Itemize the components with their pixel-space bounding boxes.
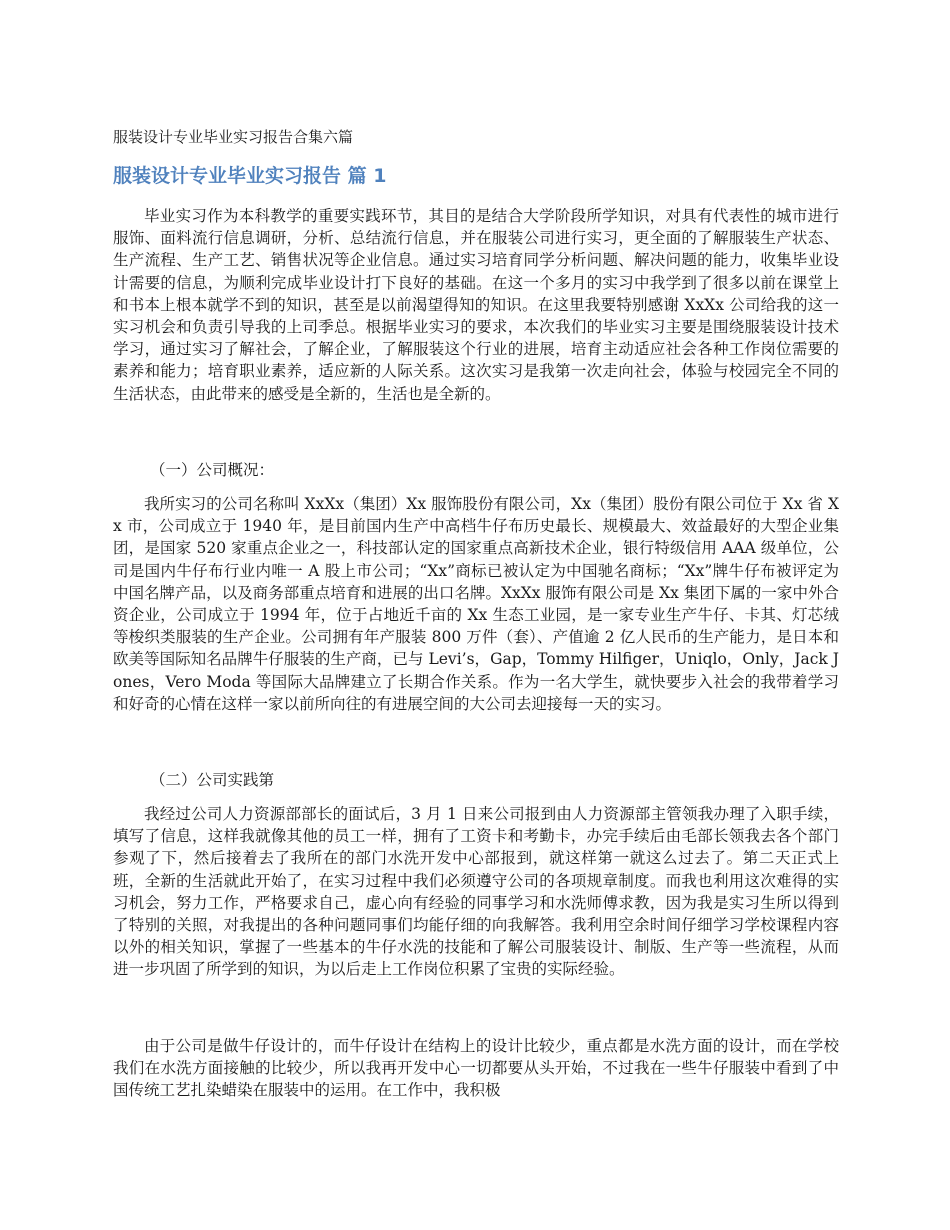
section-heading: 服装设计专业毕业实习报告 篇 1: [113, 165, 387, 187]
document-title: 服装设计专业毕业实习报告合集六篇: [113, 128, 354, 146]
paragraph-intro: 毕业实习作为本科教学的重要实践环节，其目的是结合大学阶段所学知识，对具有代表性的城市进行服饰、面料流行信息调研，分析、总结流行信息，并在服装公司进行实习，更全面的了解服装生产状态、生产流程、生产工艺、销售状况等企业信息。通过实习培育同学分析问题、解决问题的能力，收集毕业设计需要的信息，为顺利完成毕业设计打下良好的基础。在这一个多月的实习中我学到了很多以前在课堂上和书本上根本就学不到的知识，甚至是以前渴望得知的知识。在这里我要特别感谢 XxXx 公司给我的这一实习机会和负责引导我的上司季总。根据毕业实习的要求，本次我们的毕业实习主要是围绕服装设计技术学习，通过实习了解社会，了解企业，了解服装这个行业的进展，培育主动适应社会各种工作岗位需要的素养和能力；培育职业素养，适应新的人际关系。这次实习是我第一次走向社会，体验与校园完全不同的生活状态，由此带来的感受是全新的，生活也是全新的。: [113, 207, 839, 403]
paragraph-company-overview: 我所实习的公司名称叫 XxXx（集团）Xx 服饰股份有限公司，Xx（集团）股份有限公司位于 Xx 省 Xx 市，公司成立于 1940 年，是目前国内生产中高档牛仔布历史最长、规模最大、效益最好的大型企业集团，是国家 520 家重点企业之一，科技部认定的国家重点高新技术企业，银行特级信用 AAA 级单位，公司是国内牛仔布行业内唯一 A 股上市公司；“Xx”商标已被认定为中国驰名商标；“Xx”牌牛仔布被评定为中国名牌产品，以及商务部重点培育和进展的出口名牌。XxXx 服饰有限公司是 Xx 集团下属的一家中外合资企业，公司成立于 1994 年，位于占地近千亩的 Xx 生态工业园，是一家专业生产牛仔、卡其、灯芯绒等梭织类服装的生产企业。公司拥有年产服装 800 万件（套）、产值逾 2 亿人民币的生产能力，是日本和欧美等国际知名品牌牛仔服装的生产商，已与 Levi’s，Gap，Tommy Hilfiger，Uniqlo，Only，Jack Jones，Vero Moda 等国际大品牌建立了长期合作关系。作为一名大学生，就快要步入社会的我带着学习和好奇的心情在这样一家以前所向往的有进展空间的大公司去迎接每一天的实习。: [113, 495, 839, 713]
paragraph-denim-design: 由于公司是做牛仔设计的，而牛仔设计在结构上的设计比较少，重点都是水洗方面的设计，而在学校我们在水洗方面接触的比较少，所以我再开发中心一切都要从头开始，不过我在一些牛仔服装中看到了中国传统工艺扎染蜡染在服装中的运用。在工作中，我积极: [113, 1037, 839, 1100]
subheading-company-overview: （一）公司概况：: [150, 461, 275, 479]
subheading-company-practice: （二）公司实践第: [150, 771, 275, 789]
paragraph-practice: 我经过公司人力资源部部长的面试后，3 月 1 日来公司报到由人力资源部主管领我办理了入职手续，填写了信息，这样我就像其他的员工一样，拥有了工资卡和考勤卡，办完手续后由毛部长领我去各个部门参观了下，然后接着去了我所在的部门水洗开发中心部报到，就这样第一就这么过去了。第二天正式上班，全新的生活就此开始了，在实习过程中我们必须遵守公司的各项规章制度。而我也利用这次难得的实习机会，努力工作，严格要求自己，虚心向有经验的同事学习和水洗师傅求教，因为我是实习生所以得到了特别的关照，对我提出的各种问题同事们均能仔细的向我解答。我利用空余时间仔细学习学校课程内容以外的相关知识，掌握了一些基本的牛仔水洗的技能和了解公司服装设计、制版、生产等一些流程，从而进一步巩固了所学到的知识，为以后走上工作岗位积累了宝贵的实际经验。: [113, 805, 839, 979]
